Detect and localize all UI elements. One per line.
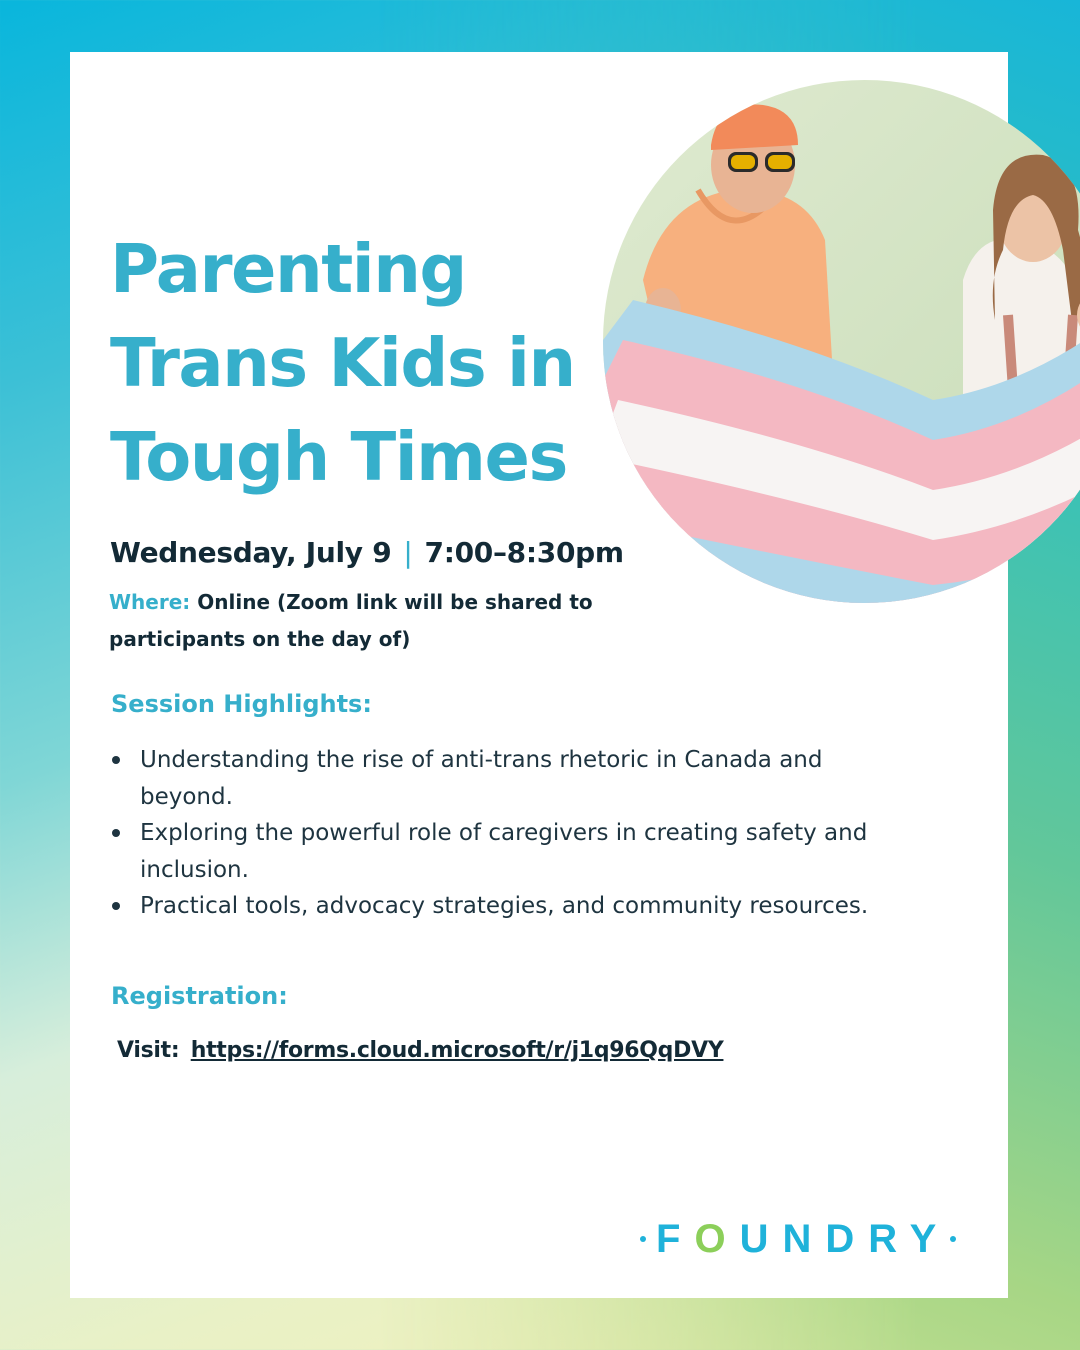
registration-visit	[117, 1038, 723, 1063]
highlights-list	[110, 742, 870, 925]
where-text: Online (Zoom link will be shared to participants on the day of)	[109, 590, 593, 651]
separator: |	[403, 536, 413, 569]
logo-dot-icon	[640, 1236, 646, 1242]
list-item-text: Understanding the rise of anti-trans rhetoric in Canada and beyond.	[140, 747, 823, 810]
list-item	[110, 815, 870, 888]
highlights-heading: Session Highlights:	[111, 690, 372, 718]
title-line: Trans Kids in	[110, 324, 575, 402]
logo-dot-icon	[950, 1236, 956, 1242]
list-item-text: Exploring the powerful role of caregivers in creating safety and inclusion.	[140, 820, 868, 883]
list-item	[110, 888, 870, 925]
title-line: Parenting	[110, 230, 466, 308]
event-date-time	[110, 536, 624, 569]
list-item-text: Practical tools, advocacy strategies, and community resources.	[140, 893, 869, 919]
logo-wordmark	[656, 1217, 950, 1262]
event-title	[110, 222, 630, 504]
where-label: Where:	[109, 590, 191, 614]
registration-link[interactable]: https://forms.cloud.microsoft/r/j1q96QqDVY	[190, 1038, 724, 1063]
visit-label: Visit:	[117, 1038, 180, 1063]
registration-heading: Registration:	[111, 982, 288, 1010]
logo-text: FOUNDRY	[656, 1216, 951, 1261]
event-date: Wednesday, July 9	[110, 536, 392, 569]
foundry-logo	[640, 1212, 960, 1266]
bullet-icon	[112, 756, 120, 764]
list-item	[110, 742, 870, 815]
event-location	[109, 584, 669, 658]
title-line: Tough Times	[110, 418, 567, 496]
bullet-icon	[112, 902, 120, 910]
bullet-icon	[112, 829, 120, 837]
event-time: 7:00–8:30pm	[424, 536, 624, 569]
